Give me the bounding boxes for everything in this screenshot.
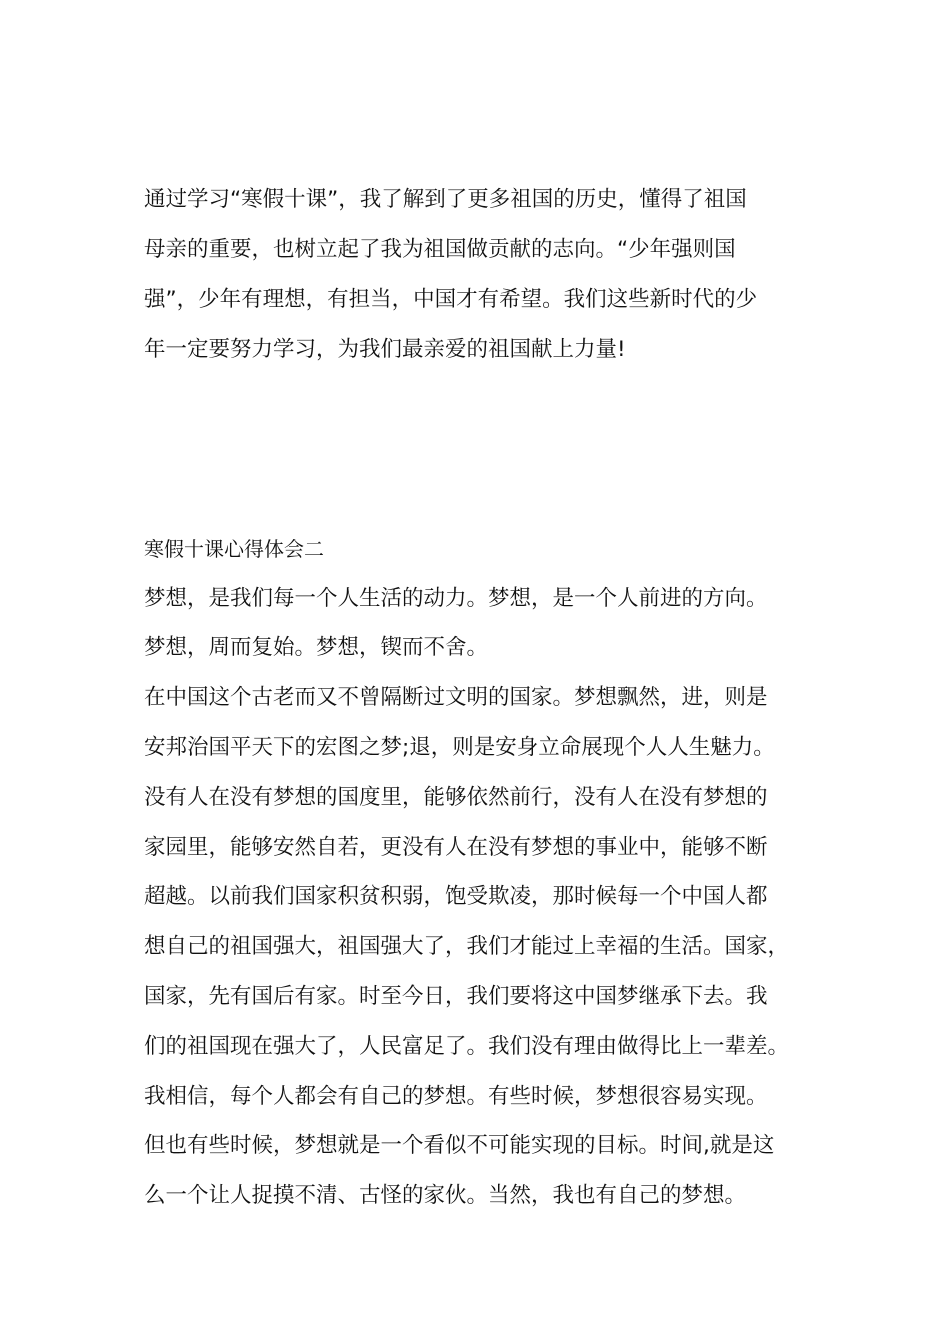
paragraph-line: 没有人在没有梦想的国度里，能够依然前行，没有人在没有梦想的 — [144, 785, 768, 810]
paragraph-line: 超越。以前我们国家积贫积弱，饱受欺凌，那时候每一个中国人都 — [144, 884, 768, 909]
paragraph-line: 在中国这个古老而又不曾隔断过文明的国家。梦想飘然，进，则是 — [144, 685, 768, 710]
paragraph-line: 但也有些时候，梦想就是一个看似不可能实现的目标。时间,就是这 — [144, 1133, 775, 1158]
paragraph-line: 安邦治国平天下的宏图之梦;退，则是安身立命展现个人人生魅力。 — [144, 735, 775, 760]
paragraph-line: 强”，少年有理想，有担当，中国才有希望。我们这些新时代的少 — [144, 287, 758, 312]
paragraph-line: 我相信，每个人都会有自己的梦想。有些时候，梦想很容易实现。 — [144, 1084, 768, 1109]
paragraph-line: 么一个让人捉摸不清、古怪的家伙。当然，我也有自己的梦想。 — [144, 1183, 747, 1208]
section-heading: 寒假十课心得体会二 — [144, 537, 324, 561]
paragraph-line: 梦想，周而复始。梦想，锲而不舍。 — [144, 635, 489, 660]
paragraph-line: 国家，先有国后有家。时至今日，我们要将这中国梦继承下去。我 — [144, 984, 768, 1009]
paragraph-line: 们的祖国现在强大了，人民富足了。我们没有理由做得比上一辈差。 — [144, 1034, 790, 1059]
paragraph-line: 通过学习“寒假十课”，我了解到了更多祖国的历史，懂得了祖国 — [144, 187, 747, 212]
paragraph-line: 母亲的重要，也树立起了我为祖国做贡献的志向。“少年强则国 — [144, 237, 736, 262]
paragraph-line: 年一定要努力学习，为我们最亲爱的祖国献上力量! — [144, 337, 626, 362]
paragraph-line: 梦想，是我们每一个人生活的动力。梦想，是一个人前进的方向。 — [144, 586, 768, 611]
paragraph-line: 想自己的祖国强大，祖国强大了，我们才能过上幸福的生活。国家， — [144, 934, 790, 959]
paragraph-line: 家园里，能够安然自若，更没有人在没有梦想的事业中，能够不断 — [144, 835, 768, 860]
